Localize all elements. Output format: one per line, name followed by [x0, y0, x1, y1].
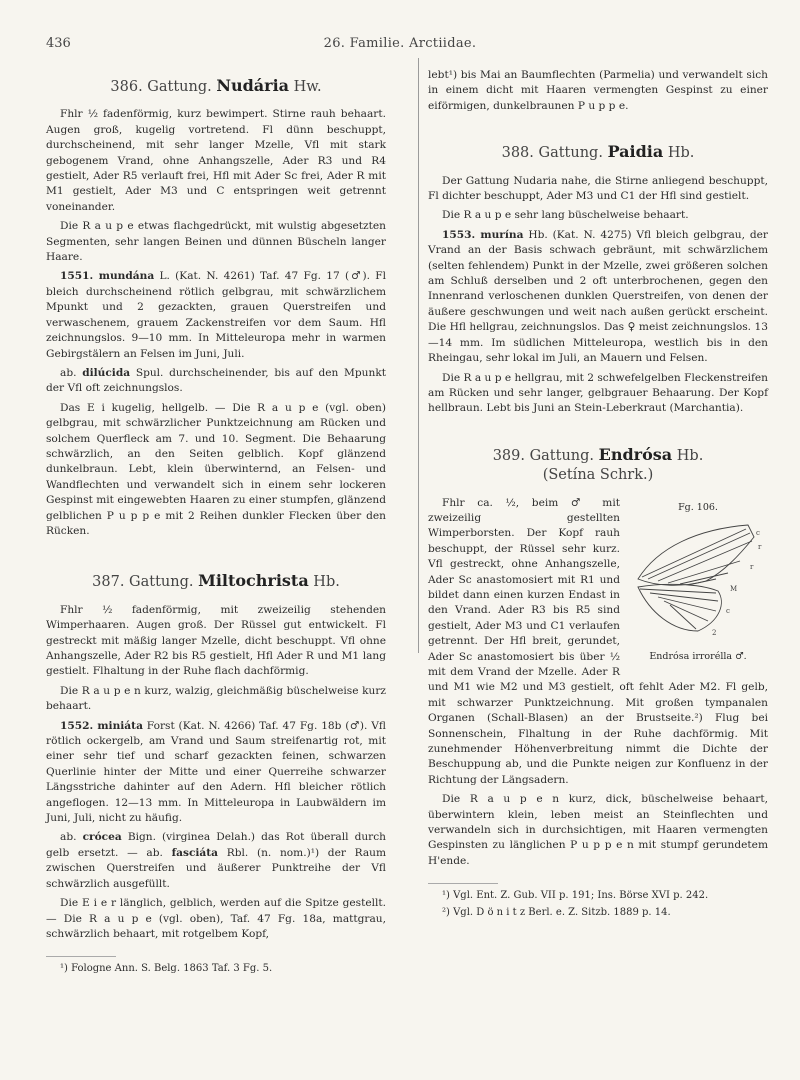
svg-text:c: c [726, 606, 730, 615]
aberration-entry [46, 366, 386, 397]
aberration-name: fasciáta [171, 846, 219, 859]
svg-text:r: r [750, 562, 754, 571]
aberration-entry [46, 830, 386, 892]
heading-prefix: 387. Gattung. [92, 574, 194, 591]
species-entry [46, 719, 386, 827]
species-entry [428, 228, 768, 367]
genus-heading-389 [428, 444, 768, 464]
spacer [428, 421, 768, 437]
genus-author: Hb. [313, 574, 340, 591]
footnote-rule [428, 883, 498, 884]
aberration-text: Spul. durchscheinender, bis auf den Mpunkt der Vfl oft zeichnungslos. [46, 366, 386, 395]
spacer [46, 543, 386, 563]
footnote: ¹) Vgl. Ent. Z. Gub. VII p. 191; Ins. Börse XVI p. 242. [442, 890, 709, 902]
paragraph: Das E i kugelig, hellgelb. — Die R a u p e (vgl. oben) gelbgrau, mit schwärzlicher Punktzeichnung am Rücken und solchem Querfleck am 7. und 10. Segment. Die Behaarung schwärzlich, an den Seiten gelblich. Kopf glänzend dunkelbraun. Lebt, klein überwinternd, an Felsen- und Wandflechten und verwandelt sich in einem sehr lockeren Gespinst mit eingewebten Haaren zu einer stumpfen, glänzend gelblichen P u p p e mit 2 Reihen dunkler Flecken über den Rücken. [46, 401, 386, 537]
footnote: ²) Vgl. D ö n i t z Berl. e. Z. Sitzb. 1889 p. 14. [442, 907, 671, 919]
genus-author: Hb. [667, 145, 695, 162]
species-text: L. (Kat. N. 4261) Taf. 47 Fg. 17 (♂). Fl bleich durchscheinend rötlich gelbgrau, mit schwärzlichem Mpunkt und 2 gezackten, grauen Querstreifen und verwaschenem, grauem Zackenstreifen vor dem Saum. Hfl zeichnungslos. 9—10 mm. In Mitteleuropa mehr in warmen Gebirgstälern an Felsen im Juni, Juli. [46, 270, 386, 360]
genus-synonym: (Setína Schrk.) [542, 467, 654, 484]
genus-heading-386 [46, 78, 386, 95]
species-text: Forst (Kat. N. 4266) Taf. 47 Fg. 18b (♂). Vfl rötlich ockergelb, am Vrand und Saum streifenartig rot, mit einer sehr tief und scharf gezackten feinen, schwarzen Querlinie hinter der Mitte und einer Querreihe schwarzer Längsstriche dahinter auf den Adern. Hfl bleicher rötlich angeflogen. 12—13 mm. In Mitteleuropa in Laubwäldern im Juni, Juli, nicht zu häufig. [46, 719, 386, 825]
figure-106 [628, 500, 768, 665]
genus-name: Nudária [216, 76, 290, 95]
paragraph: Die E i e r länglich, gelblich, werden auf die Spitze gestellt. — Die R a u p e (vgl. oben), Taf. 47 Fg. 18a, mattgrau, schwärzlich behaart, mit rotgelbem Kopf, [46, 897, 386, 940]
aberration-text: Bign. (virginea Delah.) das Rot überall durch gelb ersetzt. — ab. [46, 831, 387, 859]
species-text: Hb. (Kat. N. 4275) Vfl bleich gelbgrau, der Vrand an der Basis schwach gebräunt, mit schwärzlichem (selten fehlendem) Punkt in der Mzelle, zwei größeren solchen am Schluß derselben und 2 oft unterbrochenen, gegen den Innenrand verloschenen dunklen Querstreifen, von denen der äußere geschwungen und weit nach außen gerückt erscheint. Die Hfl hellgrau, zeichnungslos. Das ♀ meist zeichnungslos. 13—14 mm. Im südlichen Mitteleuropa, westlich bis in den Rheingau, sehr lokal im Juli, an Mauern und Felsen. [428, 228, 768, 365]
footnote: ¹) Fologne Ann. S. Belg. 1863 Taf. 3 Fg. 5. [60, 963, 273, 975]
paragraph: Der Gattung Nudaria nahe, die Stirne anliegend beschuppt, Fl dichter beschuppt, Ader M3 und C1 der Hfl sind gestielt. [428, 174, 768, 203]
ab-prefix: ab. [60, 366, 77, 379]
paragraph: Fhlr ca. ½, beim ♂ mit zweizeilig gestellten Wimperborsten. Der Kopf rauh beschuppt, der Rüssel sehr kurz. Vfl gestreckt, ohne Anhangszelle, Ader Sc anastomosiert mit R1 und bildet dann einen kurzen Endast in den Vrand. Ader R3 bis R5 sind gestielt, Ader M3 und C1 verlaufen getrennt. Der Hfl breit, gerundet, Ader Sc anastomosiert bis über ½ mit dem Vrand der Mzelle. Ader R und M1 wie M2 und M3 gestielt, oft fehlt Ader M2. Fl gelb, mit schwarzer Punktzeichnung. Mit großen tympanalen Organen (Schall-Blasen) an der Brustseite.²) Flug bei Sonnenschein, Flhaltung in der Ruhe dachförmig. Mit zunehmender Höhenverbreitung nimmt die Dichte der Beschuppung ab, und die Punkte neigen zur Konfluenz in der Richtung der Längsadern. [428, 496, 768, 786]
genus-name: Endrósa [598, 444, 673, 464]
left-column [46, 68, 386, 979]
genus-name: Miltochrista [198, 571, 309, 591]
aberration-name: dilúcida [82, 366, 131, 379]
ab-prefix: ab. [60, 831, 77, 844]
column-divider [418, 58, 419, 653]
svg-text:c: c [756, 528, 760, 537]
page-header [46, 36, 754, 56]
svg-text:2: 2 [712, 628, 717, 637]
paragraph: Die R a u p e hellgrau, mit 2 schwefelgelben Fleckenstreifen am Rücken und sehr langer, gelbgrauer Behaarung. Der Kopf hellbraun. Lebt bis Juni an Stein-Leberkraut (Marchantia). [428, 371, 768, 415]
page-number: 436 [46, 36, 71, 51]
footnote-rule [46, 956, 116, 957]
svg-text:M: M [730, 584, 738, 593]
right-column [428, 68, 768, 923]
svg-text:r: r [758, 542, 762, 551]
species-entry [46, 269, 386, 361]
heading-prefix: 386. Gattung. [110, 79, 212, 95]
species-name: 1551. mundána [60, 270, 155, 283]
genus-author: Hw. [293, 79, 322, 95]
aberration-name: cróceа [82, 831, 122, 844]
heading-prefix: 389. Gattung. [492, 447, 595, 464]
genus-author: Hb. [676, 447, 704, 464]
running-title: 26. Familie. Arctiidae. [323, 36, 477, 51]
paragraph: lebt¹) bis Mai an Baumflechten (Parmelia) und verwandelt sich in einem dicht mit Haaren vermengten Gespinst zu einer eiförmigen, dunkelbraunen P u p p e. [428, 69, 768, 112]
paragraph: Fhlr ½ fadenförmig, kurz bewimpert. Stirne rauh behaart. Augen groß, kugelig vortretend. Fl dünn beschuppt, durchscheinend, mit sehr langer Mzelle, Vfl mit stark gebogenem Vrand, ohne Anhangszelle, Ader R3 und R4 gestielt, Ader R5 verlauft frei, Hfl mit Ader Sc frei, Ader R mit M1 gestielt, Ader M3 und C entspringen weit getrennt voneinander. [46, 108, 386, 213]
paragraph [46, 219, 386, 265]
species-name: 1552. miniáta [60, 719, 143, 732]
wing-venation-illustration [628, 517, 768, 647]
figure-label: Fg. 106. [678, 501, 718, 513]
spaced-term: Die R a u p e [60, 220, 134, 233]
species-name: 1553. murína [442, 228, 524, 241]
paragraph: Die R a u p e n kurz, walzig, gleichmäßig büschelweise kurz behaart. [46, 684, 386, 713]
genus-heading-388 [428, 144, 768, 161]
aberration-text: Rbl. (n. nom.)¹) der Raum zwischen Querstreifen und äußerer Punktreihe der Vfl schwärzlich ausgefüllt. [46, 846, 387, 890]
heading-prefix: 388. Gattung. [501, 145, 603, 162]
paragraph: Die R a u p e n kurz, dick, büschelweise behaart, überwintern klein, leben meist an Steinflechten und verwandeln sich in durchsichtigen, mit Haaren vermengten Gespinsten zu länglichen P u p p e n mit stumpf gerundetem H'ende. [428, 793, 768, 867]
paragraph: Die R a u p e sehr lang büschelweise behaart. [442, 209, 689, 222]
genus-name: Paidia [607, 142, 664, 162]
spacer [428, 118, 768, 134]
paragraph-text: etwas flachgedrückt, mit wulstig abgesetzten Segmenten, sehr langen Beinen und dünnen Büscheln langer Haare. [46, 220, 386, 264]
genus-heading-387 [46, 573, 386, 590]
figure-caption: Endrósa irrorélla ♂. [649, 650, 747, 662]
paragraph: Fhlr ½ fadenförmig, mit zweizeilig stehenden Wimperhaaren. Augen groß. Der Rüssel gut entwickelt. Fl gestreckt mit mäßig langer Mzelle, dicht beschuppt. Vfl ohne Anhangszelle, Ader R2 bis R5 gestielt, Hfl Ader R und M1 lang gestielt. Flhaltung in der Ruhe flach dachförmig. [46, 603, 386, 678]
